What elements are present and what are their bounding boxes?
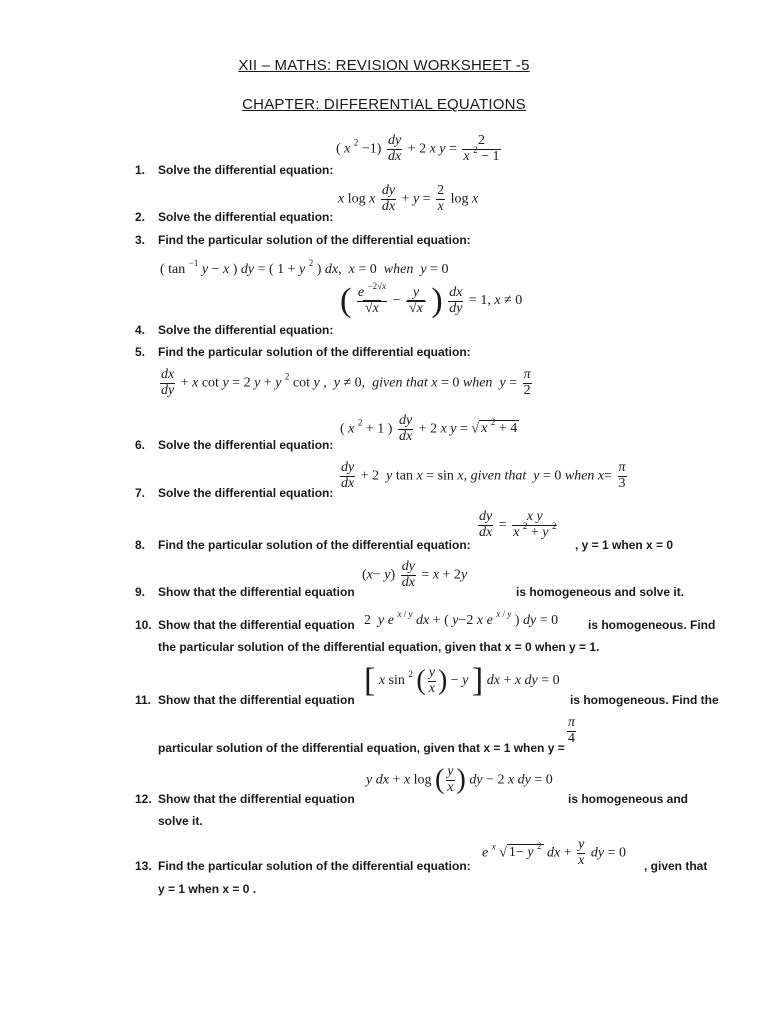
question-text-2: Solve the differential equation:	[158, 210, 334, 224]
question-number-1: 1.	[135, 163, 146, 177]
question-number-2: 2.	[135, 210, 146, 224]
worksheet-title: XII – MATHS: REVISION WORKSHEET -5	[238, 57, 530, 74]
question-text-10: Show that the differential equation	[158, 618, 355, 632]
question-text-7: Solve the differential equation:	[158, 486, 334, 500]
chapter-heading: CHAPTER: DIFFERENTIAL EQUATIONS	[242, 96, 526, 113]
equation-5: $\frac{dx}{dy}$ + x cot y = 2 y + y $^2$ cot y , y ≠ 0, given that x = 0 when y = $\frac{\pi}{2}$	[161, 367, 531, 398]
question-number-10: 10.	[135, 618, 152, 632]
question-text-11: Show that the differential equation	[158, 693, 355, 707]
question-number-5: 5.	[135, 345, 146, 359]
question-number-8: 8.	[135, 538, 146, 552]
question-text-12: Show that the differential equation	[158, 792, 355, 806]
equation-12: y dx + x log ( $\frac{y}{x}$ ) dy − 2 x dy = 0	[366, 764, 553, 796]
question-number-13: 13.	[135, 859, 152, 873]
question-tail-13: , given that	[644, 859, 708, 873]
equation-8: $\frac{dy}{dx}$ = $\frac{\text{x y}}{x ^2 + y ^2}$	[479, 509, 557, 540]
question-text-10-continued: the particular solution of the differential equation, given that x = 0 when y = 1.	[158, 640, 600, 654]
question-number-9: 9.	[135, 585, 146, 599]
question-text-8: Find the particular solution of the differential equation:	[158, 538, 471, 552]
question-tail-11: is homogeneous. Find the	[570, 693, 719, 707]
question-text-13: Find the particular solution of the differential equation:	[158, 859, 471, 873]
question-text-9: Show that the differential equation	[158, 585, 355, 599]
question-tail-12: is homogeneous and	[568, 792, 689, 806]
question-tail-9: is homogeneous and solve it.	[516, 585, 685, 599]
question-number-3: 3.	[135, 233, 146, 247]
equation-13: e $^x$ √ 1− y $^2$ dx + $\frac{y}{x}$ dy = 0	[482, 837, 626, 868]
question-number-4: 4.	[135, 323, 146, 337]
equation-10: 2 y e $^{x / y}$ dx + ( y−2 x e $^{x / y}$ ) dy = 0	[364, 609, 559, 628]
equation-2: x log x $\frac{dy}{dx}$ + y = $\frac{2}{x}$ log x	[338, 183, 479, 214]
equation-3: ( tan $^{-1}$ y − x ) dy = ( 1 + y $^2$ ) dx, x = 0 when y = 0	[160, 258, 449, 277]
question-number-12: 12.	[135, 792, 152, 806]
equation-9: (x− y) $\frac{dy}{dx}$ = x + 2y	[362, 559, 468, 590]
equation-6: ( x $^2$ + 1 ) $\frac{dy}{dx}$ + 2 x y = √ x $^2$ + 4	[340, 413, 518, 444]
equation-1: ( x $^2$ −1) $\frac{dy}{dx}$ + 2 x y = $\frac{2}{x ^2 - 1}$	[336, 133, 500, 164]
question-text-6: Solve the differential equation:	[158, 438, 334, 452]
question-text-5: Find the particular solution of the differential equation:	[158, 345, 471, 359]
question-tail-10: is homogeneous. Find	[588, 618, 716, 632]
question-text-3: Find the particular solution of the differential equation:	[158, 233, 471, 247]
question-text-4: Solve the differential equation:	[158, 323, 334, 337]
question-condition-8: , y = 1 when x = 0	[575, 538, 674, 552]
question-number-7: 7.	[135, 486, 146, 500]
question-text-11-continued: particular solution of the differential equation, given that x = 1 when y =	[158, 741, 565, 755]
question-number-6: 6.	[135, 438, 146, 452]
equation-11: [ x sin $^2$ ( $\frac{y}{x}$ ) − y ] dx + x dy = 0	[364, 662, 560, 699]
question-number-11: 11.	[135, 693, 152, 707]
equation-11-value: $\frac{\pi}{4}$	[568, 715, 576, 746]
question-text-12-continued: solve it.	[158, 814, 203, 828]
question-text-1: Solve the differential equation:	[158, 163, 334, 177]
question-text-13-continued: y = 1 when x = 0 .	[158, 882, 257, 896]
equation-7: $\frac{dy}{dx}$ + 2 y tan x = sin x, given that y = 0 when x= $\frac{\pi}{3}$	[341, 460, 626, 491]
equation-4: ( $\frac{e ^{-2√x}}{√x}$ − $\frac{y}{√x}$ ) $\frac{dx}{dy}$ = 1, x ≠ 0	[340, 280, 523, 319]
